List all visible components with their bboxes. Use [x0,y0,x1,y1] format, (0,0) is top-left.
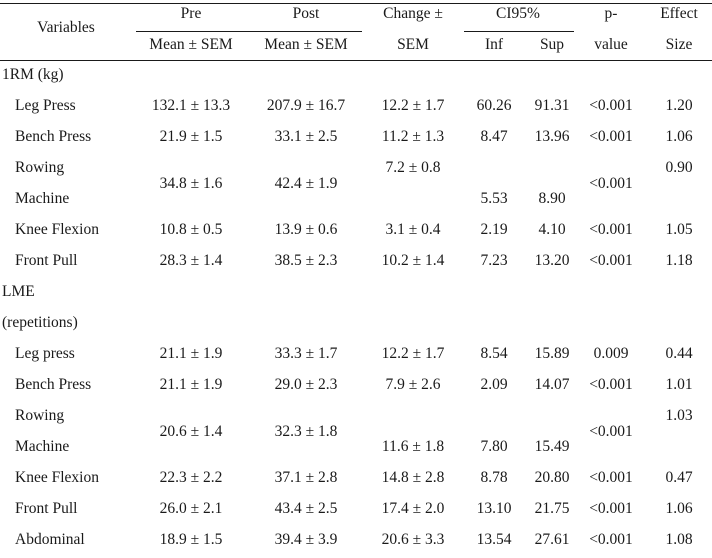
effect-size-value: 1.06 [665,128,693,145]
header-inf: Inf [484,36,504,53]
ci-inf-value: 60.26 [476,97,512,114]
post-value: 29.0 ± 2.3 [274,376,338,393]
header-effect: Effect [660,5,698,22]
ci-sup-value: 14.07 [534,376,570,393]
ci-inf-value: 8.47 [480,128,508,145]
change-value: 11.2 ± 1.3 [381,128,445,145]
pre-value: 22.3 ± 2.2 [159,469,223,486]
top-rule [0,3,712,4]
ci-sup-value: 15.89 [534,345,570,362]
ci-inf-value: 8.54 [480,345,508,362]
post-value: 33.1 ± 2.5 [274,128,338,145]
ci-inf-value: 7.80 [480,438,508,455]
effect-size-value: 1.18 [665,252,693,269]
row-label: Leg press [15,345,75,362]
ci-inf-value: 13.54 [476,531,512,548]
pre-value: 21.9 ± 1.5 [159,128,223,145]
header-effect-sub: Size [665,36,693,53]
p-value: <0.001 [589,500,633,517]
change-value: 12.2 ± 1.7 [381,97,445,114]
post-value: 37.1 ± 2.8 [274,469,338,486]
change-value: 20.6 ± 3.3 [381,531,445,548]
change-value: 14.8 ± 2.8 [381,469,445,486]
change-value: 17.4 ± 2.0 [381,500,445,517]
row-label: Bench Press [15,128,92,145]
effect-size-value: 0.47 [665,469,693,486]
header-change-sub: SEM [397,36,429,53]
header-p-sub: value [594,36,628,53]
change-value: 10.2 ± 1.4 [381,252,445,269]
p-value: <0.001 [589,174,633,192]
pre-post-underline [136,31,362,32]
header-post-sub: Mean ± SEM [264,36,348,53]
post-value: 39.4 ± 3.9 [274,531,338,548]
post-value: 32.3 ± 1.8 [274,422,338,440]
ci-sup-value: 27.61 [534,531,570,548]
row-label: Bench Press [15,376,92,393]
ci-sup-value: 15.49 [534,438,570,455]
change-value: 12.2 ± 1.7 [381,345,445,362]
effect-size-value: 1.03 [665,407,693,424]
pre-value: 21.1 ± 1.9 [159,376,223,393]
row-label: Rowing [15,159,65,176]
change-value: 7.2 ± 0.8 [385,159,441,176]
p-value: <0.001 [589,128,633,145]
p-value: <0.001 [589,531,633,548]
ci-inf-value: 2.19 [480,221,508,238]
section-title: LME [2,283,35,300]
post-value: 13.9 ± 0.6 [274,221,338,238]
header-post: Post [292,5,320,22]
p-value: <0.001 [589,252,633,269]
ci-sup-value: 8.90 [538,190,566,207]
ci-sup-value: 20.80 [534,469,570,486]
p-value: <0.001 [589,376,633,393]
effect-size-value: 0.44 [665,345,693,362]
change-value: 3.1 ± 0.4 [385,221,441,238]
row-label: Rowing [15,407,65,424]
effect-size-value: 0.90 [665,159,693,176]
effect-size-value: 1.01 [665,376,693,393]
pre-value: 21.1 ± 1.9 [159,345,223,362]
ci-sup-value: 13.96 [534,128,570,145]
header-ci95: CI95% [496,5,540,22]
ci-sup-value: 13.20 [534,252,570,269]
header-change: Change ± [383,5,443,22]
header-bottom-rule [0,60,712,61]
row-label: Machine [15,438,70,455]
post-value: 42.4 ± 1.9 [274,174,338,192]
pre-value: 18.9 ± 1.5 [159,531,223,548]
ci-inf-value: 7.23 [480,252,508,269]
row-label: Machine [15,190,70,207]
effect-size-value: 1.20 [665,97,693,114]
ci-sup-value: 91.31 [534,97,570,114]
ci-inf-value: 13.10 [476,500,512,517]
row-label: Front Pull [15,500,78,517]
pre-value: 20.6 ± 1.4 [159,422,223,440]
p-value: <0.001 [589,422,633,440]
pre-value: 34.8 ± 1.6 [159,174,223,192]
effect-size-value: 1.05 [665,221,693,238]
ci-sup-value: 4.10 [538,221,566,238]
row-label: Front Pull [15,252,78,269]
pre-value: 26.0 ± 2.1 [159,500,223,517]
pre-value: 10.8 ± 0.5 [159,221,223,238]
pre-value: 132.1 ± 13.3 [151,97,231,114]
p-value: <0.001 [589,97,633,114]
header-p: p- [604,5,618,22]
ci-sup-value: 21.75 [534,500,570,517]
effect-size-value: 1.06 [665,500,693,517]
header-pre: Pre [180,5,202,22]
ci95-underline [464,31,574,32]
p-value: <0.001 [589,469,633,486]
header-variables: Variables [37,19,95,36]
post-value: 38.5 ± 2.3 [274,252,338,269]
post-value: 33.3 ± 1.7 [274,345,338,362]
ci-inf-value: 2.09 [480,376,508,393]
header-sup: Sup [539,36,565,53]
p-value: <0.001 [589,221,633,238]
change-value: 7.9 ± 2.6 [385,376,441,393]
section-title: (repetitions) [2,314,78,331]
post-value: 43.4 ± 2.5 [274,500,338,517]
row-label: Knee Flexion [15,469,99,486]
section-title: 1RM (kg) [2,66,64,83]
row-label: Leg Press [15,97,76,114]
ci-inf-value: 5.53 [480,190,508,207]
header-pre-sub: Mean ± SEM [149,36,233,53]
effect-size-value: 1.08 [665,531,693,548]
row-label: Abdominal [15,531,85,548]
pre-value: 28.3 ± 1.4 [159,252,223,269]
post-value: 207.9 ± 16.7 [266,97,346,114]
ci-inf-value: 8.78 [480,469,508,486]
change-value: 11.6 ± 1.8 [381,438,445,455]
p-value: 0.009 [593,345,629,362]
row-label: Knee Flexion [15,221,99,238]
